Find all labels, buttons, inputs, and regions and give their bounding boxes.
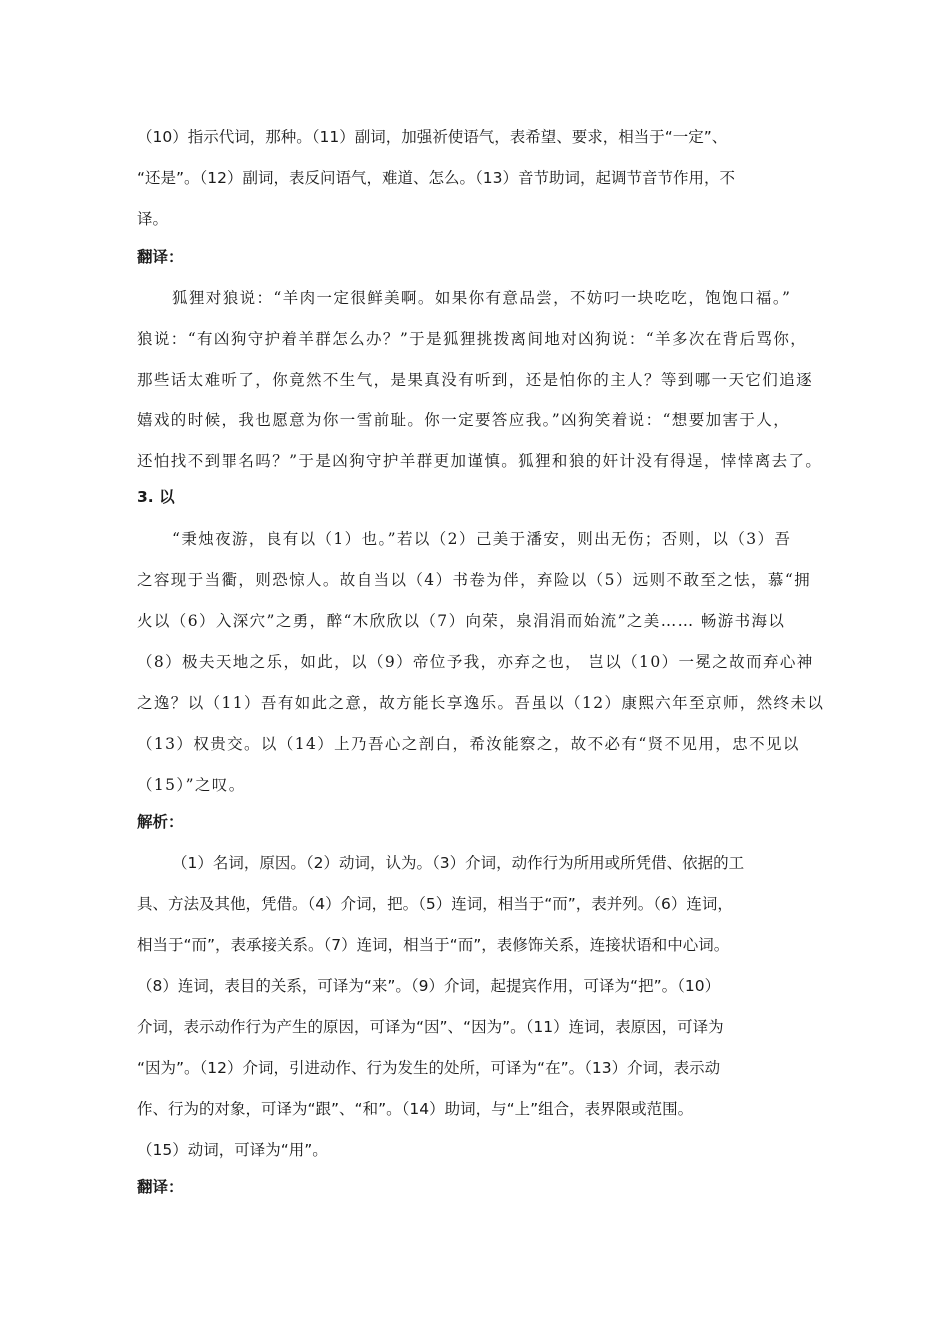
passage-line-6: （13）权贵交。以（14）上乃吾心之剖白，希汝能察之，故不必有“贤不见用，忠不见以 bbox=[137, 735, 800, 753]
notes-line-2: “还是”。（12）副词，表反问语气，难道、怎么。（13）音节助词，起调节音节作用，不 bbox=[137, 169, 736, 187]
translation-line-5: 还怕找不到罪名吗？”于是凶狗守护羊群更加谨慎。狐狸和狼的奸计没有得逞，悻悻离去了。 bbox=[137, 452, 823, 470]
translation-line-4: 嬉戏的时候，我也愿意为你一雪前耻。你一定要答应我。”凶狗笑着说：“想要加害于人， bbox=[137, 411, 791, 429]
analysis-line-3: 相当于“而”，表承接关系。（7）连词，相当于“而”，表修饰关系，连接状语和中心词。 bbox=[137, 936, 730, 954]
passage-line-3: 火以（6）入深穴”之勇，醉“木欣欣以（7）向荣，泉涓涓而始流”之美…… 畅游书海以 bbox=[137, 612, 786, 630]
notes-line-1: （10）指示代词，那种。（11）副词，加强祈使语气，表希望、要求，相当于“一定”、 bbox=[137, 128, 728, 146]
translation-heading-2: 翻译： bbox=[137, 1178, 184, 1196]
passage-line-7: （15）”之叹。 bbox=[137, 776, 246, 794]
passage-line-5: 之逸？以（11）吾有如此之意，故方能长享逸乐。吾虽以（12）康熙六年至京师，然终未以 bbox=[137, 694, 825, 712]
translation-line-1: 狐狸对狼说：“羊肉一定很鲜美啊。如果你有意品尝，不妨叼一块吃吃，饱饱口福。” bbox=[172, 289, 792, 307]
analysis-line-7: 作、行为的对象，可译为“跟”、“和”。（14）助词，与“上”组合，表界限或范围。 bbox=[137, 1100, 694, 1118]
notes-line-3: 译。 bbox=[137, 210, 169, 228]
translation-heading: 翻译： bbox=[137, 248, 184, 266]
section-heading: 3. 以 bbox=[137, 488, 175, 506]
passage-line-4: （8）极夫天地之乐，如此，以（9）帝位予我，亦弃之也， 岂以（10）一冕之故而弃心神 bbox=[137, 653, 814, 671]
analysis-line-5: 介词，表示动作行为产生的原因，可译为“因”、“因为”。（11）连词，表原因，可译为 bbox=[137, 1018, 724, 1036]
translation-line-3: 那些话太难听了，你竟然不生气，是果真没有听到，还是怕你的主人？等到哪一天它们追逐 bbox=[137, 371, 814, 389]
analysis-line-6: “因为”。（12）介词，引进动作、行为发生的处所，可译为“在”。（13）介词，表示动 bbox=[137, 1059, 721, 1077]
analysis-line-1: （1）名词，原因。（2）动词，认为。（3）介词，动作行为所用或所凭借、依据的工 bbox=[172, 854, 745, 872]
translation-line-2: 狼说：“有凶狗守护着羊群怎么办？”于是狐狸挑拨离间地对凶狗说：“羊多次在背后骂你， bbox=[137, 330, 808, 348]
passage-line-1: “秉烛夜游，良有以（1）也。”若以（2）己美于潘安，则出无伤；否则，以（3）吾 bbox=[172, 530, 792, 548]
analysis-line-4: （8）连词，表目的关系，可译为“来”。（9）介词，起提宾作用，可译为“把”。（10） bbox=[137, 977, 721, 995]
analysis-line-8: （15）动词，可译为“用”。 bbox=[137, 1141, 328, 1159]
analysis-heading: 解析： bbox=[137, 813, 184, 831]
passage-line-2: 之容现于当衢，则恐惊人。故自当以（4）书卷为伴，弃险以（5）远则不敢至之怯，慕“拥 bbox=[137, 571, 812, 589]
analysis-line-2: 具、方法及其他，凭借。（4）介词，把。（5）连词，相当于“而”，表并列。（6）连词， bbox=[137, 895, 733, 913]
